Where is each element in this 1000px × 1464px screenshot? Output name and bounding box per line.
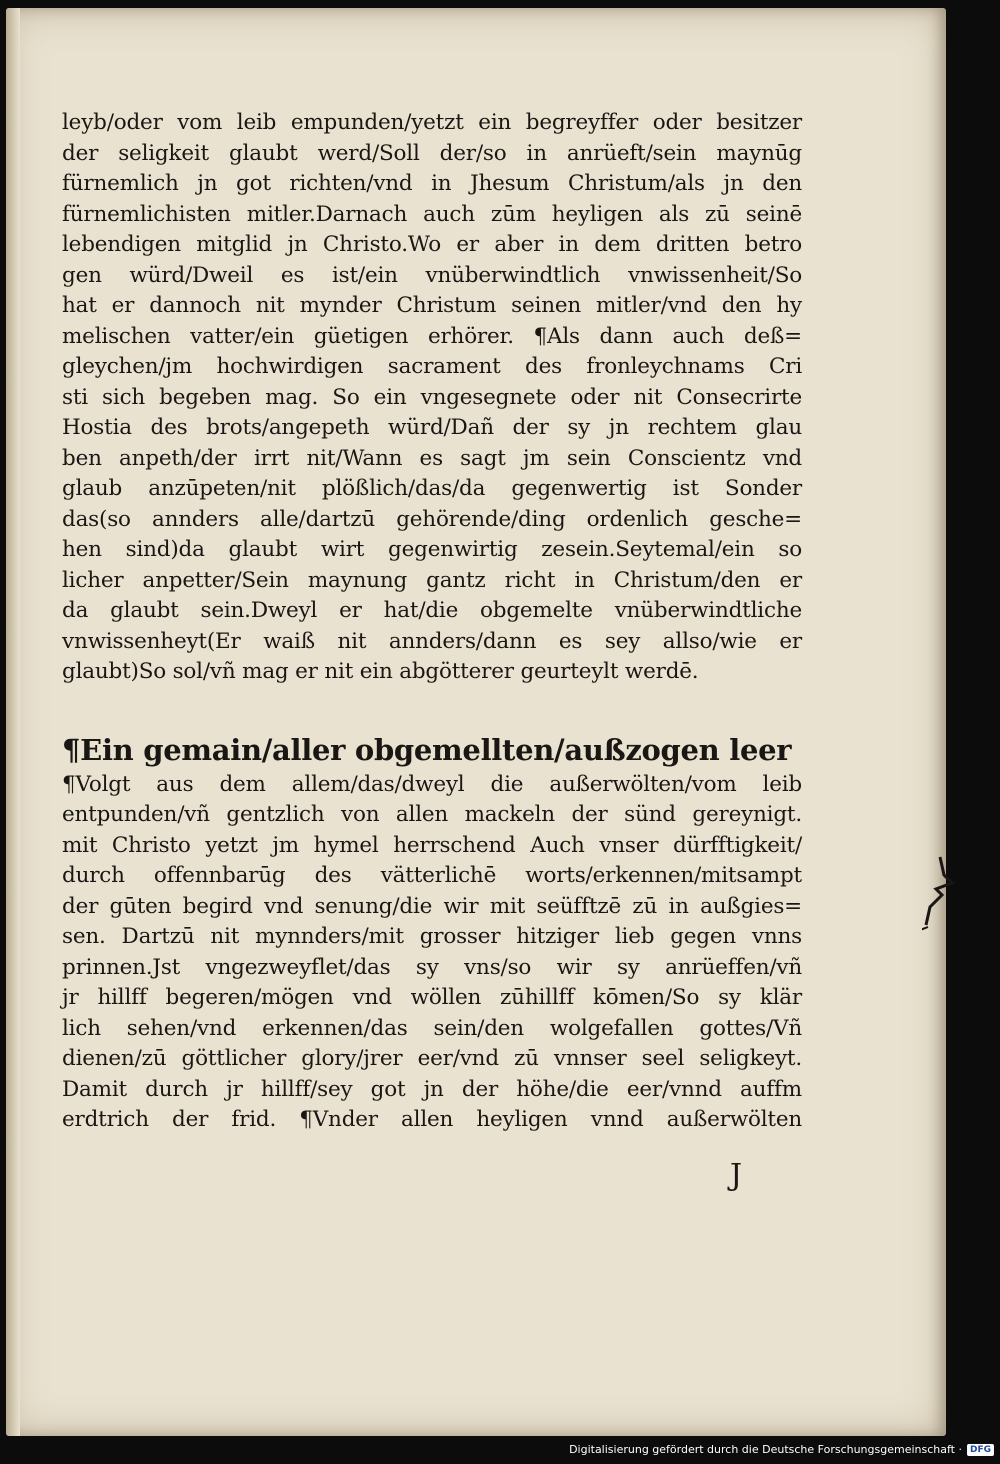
- text-line: fürnemlich jn got richten/vnd in Jhesum Christum/als jn den: [62, 171, 802, 196]
- signature-mark: J: [730, 1158, 743, 1193]
- text-line: fürnemlichisten mitler.Darnach auch zūm heyligen als zū seinē: [62, 201, 802, 227]
- text-line: hen sind)da glaubt wirt gegenwirtig zesein.Seytemal/ein so: [62, 537, 802, 562]
- section-heading: ¶Ein gemain/aller obgemellten/außzogen leer: [62, 732, 792, 767]
- text-line: der seligkeit glaubt werd/Soll der/so in anrüeft/sein maynūg: [62, 140, 802, 166]
- text-line: sti sich begeben mag. So ein vngesegnete oder nit Consecrirte: [62, 384, 802, 410]
- text-line: vnwissenheyt(Er waiß nit annders/dann es sey allso/wie er: [62, 628, 802, 654]
- text-line: ¶Volgt aus dem allem/das/dweyl die außerwölten/vom leib: [62, 771, 802, 797]
- text-line: gen würd/Dweil es ist/ein vnüberwindtlich vnwissenheit/So: [62, 262, 802, 288]
- text-line: dienen/zū göttlicher glory/jrer eer/vnd zū vnnser seel seligkeyt.: [62, 1046, 802, 1071]
- text-line: hat er dannoch nit mynder Christum seinen mitler/vnd den hy: [62, 293, 802, 318]
- dfg-logo: DFG: [967, 1444, 994, 1456]
- text-line: melischen vatter/ein güetigen erhörer. ¶Als dann auch deß=: [62, 323, 802, 349]
- footer: [569, 1443, 994, 1456]
- text-line: ben anpeth/der irrt nit/Wann es sagt jm sein Conscientz vnd: [62, 445, 802, 471]
- ink-blot-mark: [922, 855, 962, 935]
- text-line: da glaubt sein.Dweyl er hat/die obgemelte vnüberwindtliche: [62, 598, 802, 623]
- text-line: gleychen/jm hochwirdigen sacrament des fronleychnams Cri: [62, 354, 802, 379]
- text-line: erdtrich der frid. ¶Vnder allen heyligen vnnd außerwölten: [62, 1107, 802, 1132]
- text-line: Damit durch jr hillff/sey got jn der höhe/die eer/vnnd auffm: [62, 1076, 802, 1102]
- text-line: prinnen.Jst vngezweyflet/das sy vns/so wir sy anrüeffen/vñ: [62, 954, 802, 980]
- text-line: Hostia des brots/angepeth würd/Dañ der sy jn rechtem glau: [62, 415, 802, 440]
- text-line: der gūten begird vnd senung/die wir mit seüfftzē zū in außgies=: [62, 893, 802, 919]
- text-line: glaub anzūpeten/nit plößlich/das/da gegenwertig ist Sonder: [62, 476, 802, 501]
- page-text: [62, 108, 802, 1136]
- text-line: mit Christo yetzt jm hymel herrschend Auch vnser dürfftigkeit/: [62, 832, 802, 858]
- text-line: sen. Dartzū nit mynnders/mit grosser hitziger lieb gegen vnns: [62, 924, 802, 949]
- text-line: das(so annders alle/dartzū gehörende/ding ordenlich gesche=: [62, 506, 802, 532]
- text-line: glaubt)So sol/vñ mag er nit ein abgötterer geurteylt werdē.: [62, 659, 699, 684]
- text-line: entpunden/vñ gentzlich von allen mackeln der sünd gereynigt.: [62, 802, 802, 827]
- page-spine-shadow: [6, 8, 20, 1436]
- text-line: durch offennbarūg des vätterlichē worts/erkennen/mitsampt: [62, 863, 802, 888]
- text-line: leyb/oder vom leib empunden/yetzt ein begreyffer oder besitzer: [62, 110, 802, 135]
- text-line: lebendigen mitglid jn Christo.Wo er aber in dem dritten betro: [62, 232, 802, 257]
- text-line: lich sehen/vnd erkennen/das sein/den wolgefallen gottes/Vñ: [62, 1015, 802, 1041]
- funding-notice: Digitalisierung gefördert durch die Deutsche Forschungsgemeinschaft ·: [569, 1443, 962, 1456]
- text-line: jr hillff begeren/mögen vnd wöllen zūhillff kōmen/So sy klär: [62, 985, 802, 1010]
- text-line: licher anpetter/Sein maynung gantz richt in Christum/den er: [62, 567, 802, 593]
